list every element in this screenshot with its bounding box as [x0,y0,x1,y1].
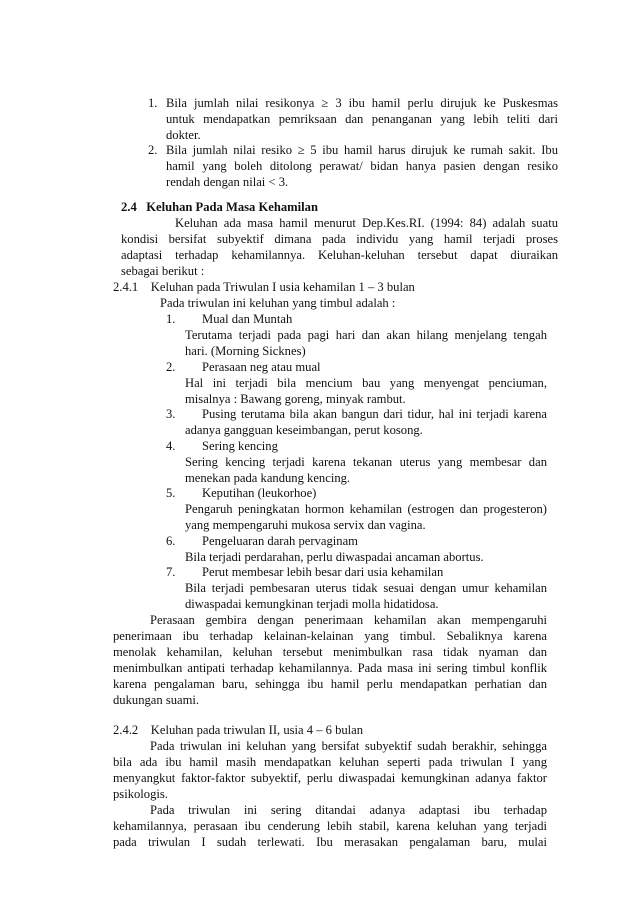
paragraph-line: Pada triwulan ini keluhan yang bersifat subyektif sudah berakhir, sehingga [150,739,547,753]
paragraph-line: menimbulkan antipati terhadap kehamilannya. Pada masa ini sering timbul konflik [113,661,547,675]
item-desc-line: Bila terjadi perdarahan, perlu diwaspadai ancaman abortus. [185,550,484,564]
item-number: 3. [166,407,176,421]
item-desc-line: menekan pada kandung kencing. [185,471,351,485]
paragraph-line: penerimaan ibu terhadap kelainan-kelainan yang timbul. Sebaliknya karena [113,629,547,643]
item-title: Pengeluaran darah pervaginam [202,534,358,548]
paragraph-line: pada triwulan I sudah terlewati. Ibu merasakan pengalaman baru, mulai [113,835,547,849]
paragraph-line: Perasaan gembira dengan penerimaan kehamilan akan mempengaruhi [150,613,547,627]
item-desc-line: misalnya : Bawang goreng, minyak rambut. [185,392,406,406]
item-desc-line: hari. (Morning Sicknes) [185,344,306,358]
item-number: 6. [166,534,176,548]
paragraph-line: adaptasi terhadap kehamilannya. Keluhan-keluhan tersebut dapat diuraikan [121,248,558,262]
subsection-intro: Pada triwulan ini keluhan yang timbul adalah : [160,296,396,310]
list-text-line: rendah dengan nilai < 3. [166,175,289,189]
item-title: Mual dan Muntah [202,312,293,326]
item-desc-line: yang mempengaruhi mukosa servix dan vagina. [185,518,426,532]
item-number: 2. [166,360,176,374]
subsection-heading: 2.4.2 Keluhan pada triwulan II, usia 4 – 6 bulan [113,723,364,737]
paragraph-line: Keluhan ada masa hamil menurut Dep.Kes.RI. (1994: 84) adalah suatu [175,216,558,230]
item-title: Perasaan neg atau mual [202,360,321,374]
list-text-line: Bila jumlah nilai resikonya ≥ 3 ibu hamil perlu dirujuk ke Puskesmas [166,96,558,110]
item-desc-line: diwaspadai kemungkinan terjadi molla hidatidosa. [185,597,439,611]
list-number: 2. [148,143,158,157]
list-text-line: Bila jumlah nilai resiko ≥ 5 ibu hamil harus dirujuk ke rumah sakit. Ibu [166,143,558,157]
item-desc-line: Terutama terjadi pada pagi hari dan akan hilang menjelang tengah [185,328,547,342]
item-title: Pusing terutama bila akan bangun dari tidur, hal ini terjadi karena [202,407,547,421]
paragraph-line: menolak kehamilan, keluhan tersebut menimbulkan rasa tidak nyaman dan [113,645,547,659]
section-heading: 2.4 Keluhan Pada Masa Kehamilan [121,200,318,214]
paragraph-line: karena pengalaman baru, sehingga ibu hamil perlu mendapatkan perhatian dan [113,677,547,691]
item-number: 1. [166,312,176,326]
item-title: Keputihan (leukorhoe) [202,486,317,500]
item-title: Sering kencing [202,439,278,453]
paragraph-line: kondisi bersifat subyektif dimana pada individu yang hamil terjadi proses [121,232,558,246]
subsection-heading: 2.4.1 Keluhan pada Triwulan I usia kehamilan 1 – 3 bulan [113,280,415,294]
item-desc-line: Pengaruh peningkatan hormon kehamilan (estrogen dan progesteron) [185,502,547,516]
item-desc-line: adanya gangguan keseimbangan, perut kosong. [185,423,423,437]
paragraph-line: dukungan suami. [113,693,200,707]
item-desc-line: Bila terjadi pembesaran uterus tidak sesuai dengan umur kehamilan [185,581,547,595]
list-text-line: dokter. [166,128,201,142]
list-text-line: untuk mendapatkan pemriksaan dan penanganan yang lebih teliti dari [166,112,558,126]
item-number: 5. [166,486,176,500]
item-desc-line: Hal ini terjadi bila mencium bau yang menyengat penciuman, [185,376,547,390]
paragraph-line: kehamilannya, perasaan ibu cenderung lebih stabil, karena keluhan yang terjadi [113,819,547,833]
paragraph-line: menyangkut faktor-faktor subyektif, perlu diwaspadai kemungkinan adanya faktor [113,771,547,785]
list-number: 1. [148,96,158,110]
paragraph-line: Pada triwulan ini sering ditandai adanya adaptasi ibu terhadap [150,803,547,817]
item-number: 4. [166,439,176,453]
list-text-line: hamil yang boleh ditolong perawat/ bidan hanya pasien dengan resiko [166,159,558,173]
item-title: Perut membesar lebih besar dari usia kehamilan [202,565,444,579]
item-desc-line: Sering kencing terjadi karena tekanan uterus yang membesar dan [185,455,547,469]
paragraph-line: sebagai berikut : [121,264,205,278]
item-number: 7. [166,565,176,579]
paragraph-line: psikologis. [113,787,168,801]
paragraph-line: bila ada ibu hamil masih mendapatkan keluhan seperti pada triwulan I yang [113,755,547,769]
